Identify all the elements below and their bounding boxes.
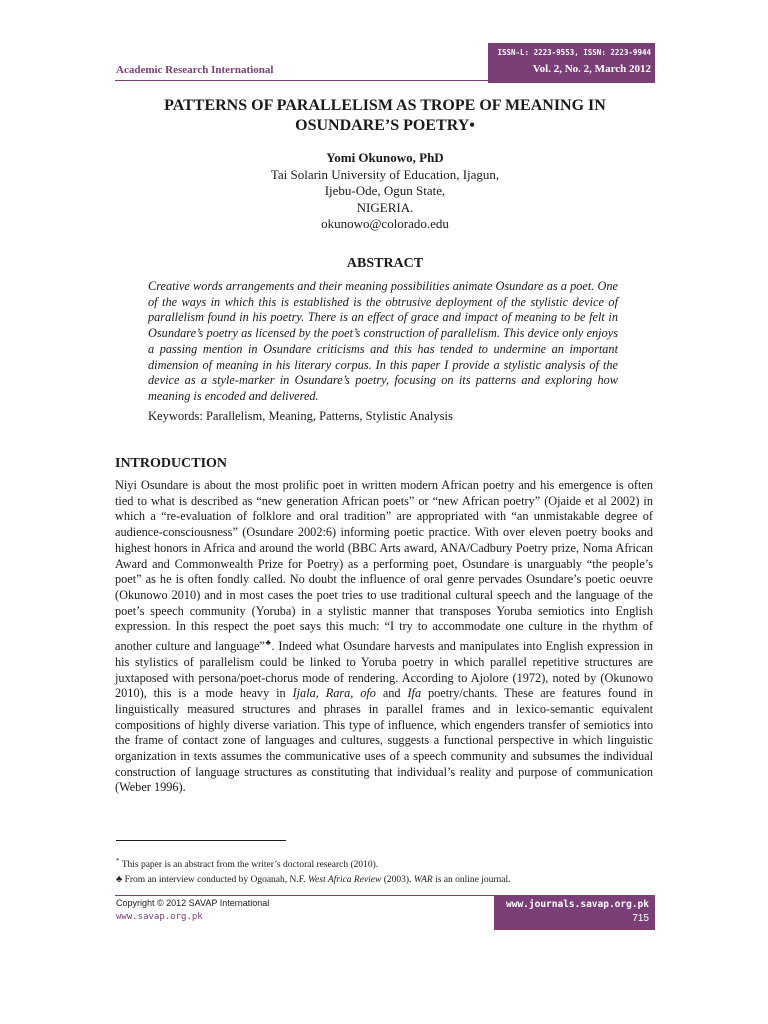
footnote-ref: ♣ — [264, 638, 272, 648]
affiliation-line: NIGERIA. — [356, 199, 414, 215]
intro-italic: Ijala, Rara, ofo — [292, 686, 376, 701]
title-line-2: OSUNDARE’S POETRY• — [295, 117, 475, 134]
footnote-1 — [116, 855, 656, 871]
footer-banner — [494, 896, 655, 930]
affiliation-line: Tai Solarin University of Education, Ijagun, — [270, 166, 500, 182]
header-divider — [115, 80, 655, 81]
intro-part: . Indeed what Osundare harvests and manipulates into English expression in his stylistics of parallelism could be linked to Yoruba poetry in which parallel repetitive structures are juxtaposed with persona/poet-chorus mode of rendering. According to Ajolore (1972), noted by (Okunowo 2010), this is a mode heavy in — [115, 639, 653, 701]
author-name: Yomi Okunowo, PhD — [326, 150, 444, 165]
intro-italic: Ifa — [407, 686, 422, 701]
abstract-heading: ABSTRACT — [346, 256, 424, 271]
intro-part: and — [375, 686, 408, 701]
abstract-text: Creative words arrangements and their meaning possibilities animate Osundare as a poet. One of the ways in which this is established is the obtrusive deployment of the stylistic device of parallelism found in his poetry. There is an effect of grace and impact of meaning to be felt in Osundare’s poetry as licensed by the poet’s construction of parallelism. This device only enjoys a passing mention in Osundare criticisms and this has tended to undermine an important dimension of meaning in his literary corpus. In this paper I provide a stylistic analysis of the device as a style-marker in Osundare’s poetry, focusing on its patterns and exploring how meaning is encoded and delivered. — [148, 279, 618, 403]
footnote-divider — [116, 840, 286, 841]
volume-text: Vol. 2, No. 2, March 2012 — [532, 63, 651, 75]
issn-text: ISSN-L: 2223-9553, ISSN: 2223-9944 — [497, 48, 651, 57]
intro-part: Niyi Osundare is about the most prolific poet in written modern African poetry and his emergence is often tied to what is described as “new generation African poets” or “new African poetry” (Ojaide et al 2002) in which a “re-evaluation of folklore and oral tradition” are appropriated with “an unmistakable degree of audience-consciousness” (Osundare 2002:6) informing poetic practice. With over eleven poetry books and highest honors in Africa and around the world (BBC Arts award, ANA/Cadbury Poetry prize, Noma African Award and Commonwealth Prize for Poetry) as a performing poet, Osundare is unarguably “the people’s poet” as he is often fondly called. No doubt the influence of oral genre pervades Osundare’s poetic oeuvre (Okunowo 2010) and in most cases the poet tries to use traditional cultural speech and the language of the poet’s speech community (Yoruba) in a stylistic manner that transposes Yoruba semiotics into English expression. In this respect the poet says this much: “I try to accommodate one culture in the rhythm of another culture and language” — [115, 478, 653, 654]
page-number: 715 — [632, 913, 649, 924]
author-email[interactable]: okunowo@colorado.edu — [321, 216, 449, 231]
footnote-mark: * — [116, 857, 120, 865]
footnote-italic: WAR — [413, 875, 433, 885]
footnote-text: From an interview conducted by Ogoanah, N.F. — [122, 875, 309, 885]
footnote-text: is an online journal. — [432, 875, 511, 885]
journal-name: Academic Research International — [116, 64, 274, 76]
footnote-text: (2003). — [381, 875, 414, 885]
affiliation-line: Ijebu-Ode, Ogun State, — [324, 183, 446, 198]
copyright-text: Copyright © 2012 SAVAP International — [116, 898, 270, 908]
issn-banner — [488, 43, 655, 83]
footnote-italic: West Africa Review — [308, 875, 382, 885]
intro-part: poetry/chants. These are features found in linguistically measured structures and phrases in parallel frames and in lexico-semantic equivalent compositions of highly diverse variation. This type of influence, which engenders transfer of semiotics into the frame of contact zone of languages and cultures, suggests a functional perspective in which linguistic organization in texts assumes the communicative uses of a speech community and subsumes the individual construction of language structures as constituting that individual’s reality and purpose of communication (Weber 1996). — [115, 686, 653, 795]
footnote-mark: ♣ — [116, 875, 123, 885]
introduction-heading: INTRODUCTION — [115, 456, 228, 471]
footnote-2 — [116, 874, 656, 886]
keywords: Keywords: Parallelism, Meaning, Patterns, Stylistic Analysis — [148, 409, 453, 423]
author-block — [115, 150, 655, 233]
site-link[interactable]: www.savap.org.pk — [116, 912, 203, 922]
footnote-text: This paper is an abstract from the writer’s doctoral research (2010). — [119, 860, 379, 871]
paper-title — [115, 96, 655, 136]
introduction-text — [115, 478, 653, 796]
journals-link[interactable]: www.journals.savap.org.pk — [506, 899, 649, 910]
title-line-1: PATTERNS OF PARALLELISM AS TROPE OF MEANING IN — [164, 97, 606, 114]
